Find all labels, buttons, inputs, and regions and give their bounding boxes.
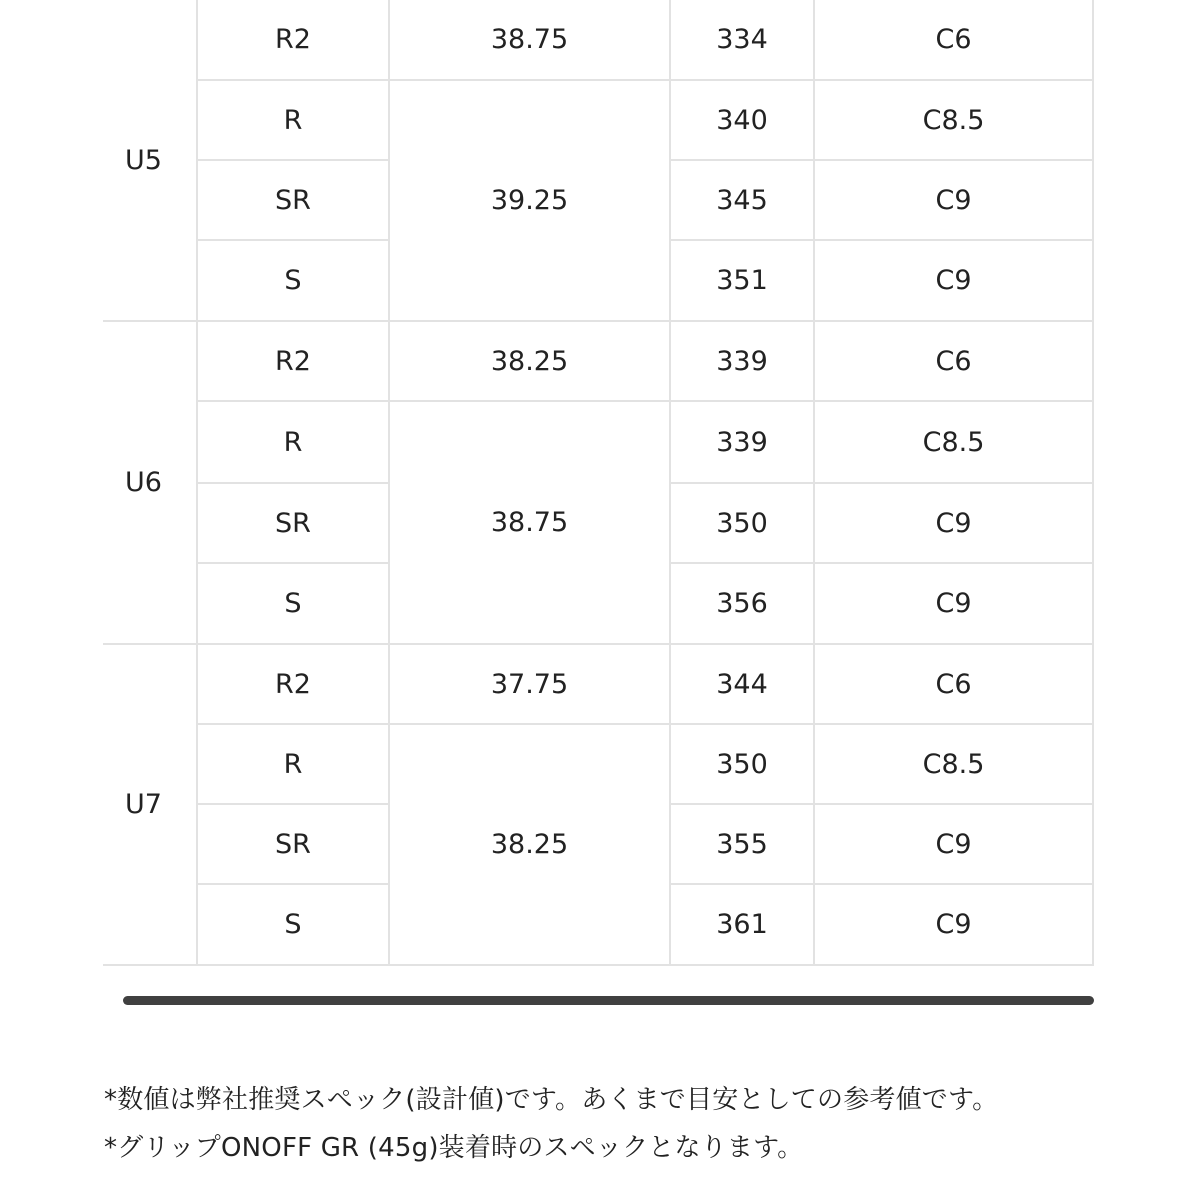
weight-cell: 361 [670, 884, 814, 965]
balance-cell: C8.5 [814, 80, 1093, 160]
table-row [103, 80, 1093, 160]
length-cell: 37.75 [389, 644, 670, 724]
horizontal-scrollbar[interactable] [123, 996, 1094, 1005]
balance-cell: C9 [814, 240, 1093, 321]
table-row [103, 644, 1093, 724]
weight-cell: 356 [670, 563, 814, 644]
flex-cell: R [197, 724, 389, 804]
length-cell: 38.75 [389, 401, 670, 644]
model-cell: U6 [103, 321, 197, 644]
footnote-grip-spec: *グリップONOFF GR (45g)装着時のスペックとなります。 [104, 1133, 804, 1163]
flex-cell: R2 [197, 0, 389, 80]
flex-cell: R [197, 80, 389, 160]
balance-cell: C8.5 [814, 401, 1093, 483]
spec-table [103, 0, 1094, 966]
flex-cell: SR [197, 160, 389, 240]
balance-cell: C9 [814, 483, 1093, 563]
length-cell: 38.25 [389, 321, 670, 401]
flex-cell: S [197, 884, 389, 965]
table-row [103, 401, 1093, 483]
weight-cell: 339 [670, 401, 814, 483]
flex-cell: R [197, 401, 389, 483]
flex-cell: R2 [197, 321, 389, 401]
weight-cell: 344 [670, 644, 814, 724]
balance-cell: C6 [814, 321, 1093, 401]
weight-cell: 339 [670, 321, 814, 401]
flex-cell: S [197, 240, 389, 321]
length-cell: 38.25 [389, 724, 670, 965]
flex-cell: S [197, 563, 389, 644]
table-row [103, 0, 1093, 80]
length-cell: 39.25 [389, 80, 670, 321]
table-row [103, 321, 1093, 401]
balance-cell: C9 [814, 563, 1093, 644]
model-cell: U7 [103, 644, 197, 965]
flex-cell: SR [197, 804, 389, 884]
weight-cell: 351 [670, 240, 814, 321]
balance-cell: C8.5 [814, 724, 1093, 804]
flex-cell: R2 [197, 644, 389, 724]
footnote-design-values: *数値は弊社推奨スペック(設計値)です。あくまで目安としての参考値です。 [104, 1085, 999, 1115]
weight-cell: 350 [670, 724, 814, 804]
length-cell: 38.75 [389, 0, 670, 80]
balance-cell: C6 [814, 0, 1093, 80]
weight-cell: 355 [670, 804, 814, 884]
table-row [103, 724, 1093, 804]
weight-cell: 350 [670, 483, 814, 563]
balance-cell: C9 [814, 160, 1093, 240]
flex-cell: SR [197, 483, 389, 563]
balance-cell: C6 [814, 644, 1093, 724]
footnotes [104, 1076, 998, 1172]
balance-cell: C9 [814, 884, 1093, 965]
weight-cell: 334 [670, 0, 814, 80]
weight-cell: 340 [670, 80, 814, 160]
model-cell: U5 [103, 0, 197, 321]
weight-cell: 345 [670, 160, 814, 240]
balance-cell: C9 [814, 804, 1093, 884]
